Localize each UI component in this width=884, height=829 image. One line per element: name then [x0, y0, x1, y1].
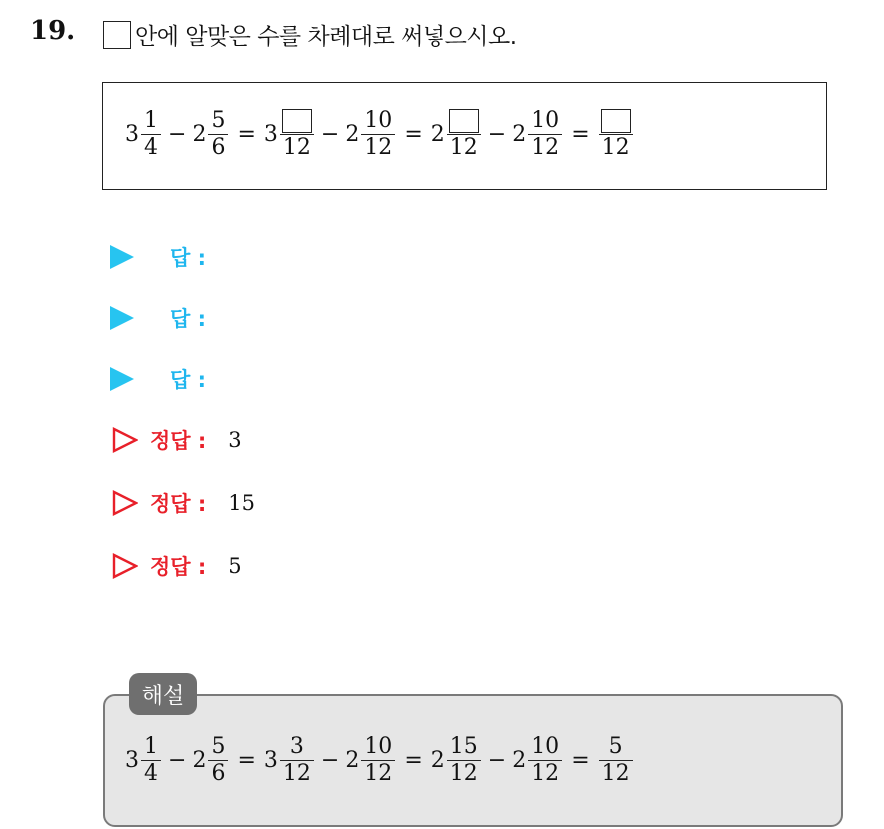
equals-sign: =: [571, 748, 590, 774]
fraction: [447, 734, 481, 787]
denominator: 12: [601, 761, 630, 787]
numerator: 10: [364, 734, 393, 759]
denominator: 6: [211, 761, 226, 787]
fraction: [447, 108, 481, 161]
fraction: [528, 108, 562, 161]
numerator: 10: [531, 734, 560, 759]
denominator: 12: [449, 761, 478, 787]
denominator: 12: [531, 761, 560, 787]
numerator: 5: [211, 734, 226, 759]
outline-triangle-icon: [112, 427, 138, 453]
denominator: 4: [144, 135, 158, 161]
correct-answer-label: 정답 :: [150, 429, 207, 453]
fraction: [361, 734, 395, 787]
fraction: [280, 108, 314, 161]
numerator: 3: [289, 734, 304, 759]
minus-sign: −: [168, 122, 187, 148]
explanation-tab: 해설: [129, 673, 197, 715]
denominator: 4: [144, 761, 158, 787]
minus-sign: −: [487, 122, 507, 148]
correct-answer-value: 3: [228, 428, 242, 452]
denominator: 12: [282, 135, 311, 161]
minus-sign: −: [320, 122, 340, 148]
numerator: 10: [531, 108, 560, 133]
numerator: 5: [211, 108, 226, 133]
fraction: [208, 734, 228, 787]
equation-box: [102, 82, 827, 190]
mixed-whole: 2: [512, 748, 527, 774]
explanation-box: [103, 694, 843, 827]
blank-input-1[interactable]: [282, 109, 312, 133]
blank-box-icon: [103, 21, 131, 49]
explanation-equation: [125, 734, 634, 787]
fraction: [141, 108, 161, 161]
mixed-whole: 2: [512, 122, 527, 148]
correct-answer-row-3: [112, 551, 242, 581]
correct-answer-row-2: [112, 488, 255, 518]
mixed-whole: 3: [125, 122, 139, 148]
minus-sign: −: [168, 748, 187, 774]
answer-label: 답 :: [170, 307, 206, 331]
denominator: 12: [364, 135, 393, 161]
equation: [125, 108, 634, 161]
equals-sign: =: [404, 122, 423, 148]
correct-answer-value: 15: [228, 491, 256, 515]
numerator: 1: [144, 108, 158, 133]
play-triangle-icon: [110, 245, 134, 269]
fraction: [361, 108, 395, 161]
mixed-whole: 3: [263, 122, 278, 148]
fraction: [141, 734, 161, 787]
question-number: 19.: [30, 16, 76, 46]
minus-sign: −: [320, 748, 340, 774]
correct-answer-label: 정답 :: [150, 492, 207, 516]
fraction: [280, 734, 314, 787]
blank-input-3[interactable]: [601, 109, 631, 133]
outline-triangle-icon: [112, 490, 138, 516]
equals-sign: =: [404, 748, 423, 774]
play-triangle-icon: [110, 367, 134, 391]
numerator: 5: [608, 734, 623, 759]
numerator: 10: [364, 108, 393, 133]
mixed-whole: 3: [125, 748, 139, 774]
equals-sign: =: [237, 748, 256, 774]
fraction: [599, 108, 633, 161]
mixed-whole: 2: [192, 122, 207, 148]
mixed-whole: 3: [263, 748, 278, 774]
mixed-whole: 2: [430, 748, 445, 774]
blank-input-2[interactable]: [449, 109, 479, 133]
question-prompt: [103, 18, 517, 51]
answer-row-3[interactable]: [110, 364, 206, 394]
numerator: 15: [449, 734, 478, 759]
play-triangle-icon: [110, 306, 134, 330]
fraction: [599, 734, 633, 787]
numerator: 1: [144, 734, 158, 759]
question-text: 안에 알맞은 수를 차례대로 써넣으시오.: [135, 24, 517, 50]
fraction: [528, 734, 562, 787]
answer-label: 답 :: [170, 246, 206, 270]
correct-answer-label: 정답 :: [150, 555, 207, 579]
denominator: 12: [531, 135, 560, 161]
denominator: 12: [364, 761, 393, 787]
denominator: 12: [449, 135, 478, 161]
outline-triangle-icon: [112, 553, 138, 579]
answer-row-1[interactable]: [110, 242, 206, 272]
correct-answer-value: 5: [228, 554, 242, 578]
mixed-whole: 2: [192, 748, 207, 774]
denominator: 12: [282, 761, 311, 787]
minus-sign: −: [487, 748, 507, 774]
mixed-whole: 2: [345, 122, 360, 148]
fraction: [208, 108, 228, 161]
mixed-whole: 2: [345, 748, 360, 774]
answer-row-2[interactable]: [110, 303, 206, 333]
mixed-whole: 2: [430, 122, 445, 148]
correct-answer-row-1: [112, 425, 242, 455]
denominator: 12: [601, 135, 630, 161]
denominator: 6: [211, 135, 226, 161]
equals-sign: =: [237, 122, 256, 148]
equals-sign: =: [571, 122, 590, 148]
answer-label: 답 :: [170, 368, 206, 392]
